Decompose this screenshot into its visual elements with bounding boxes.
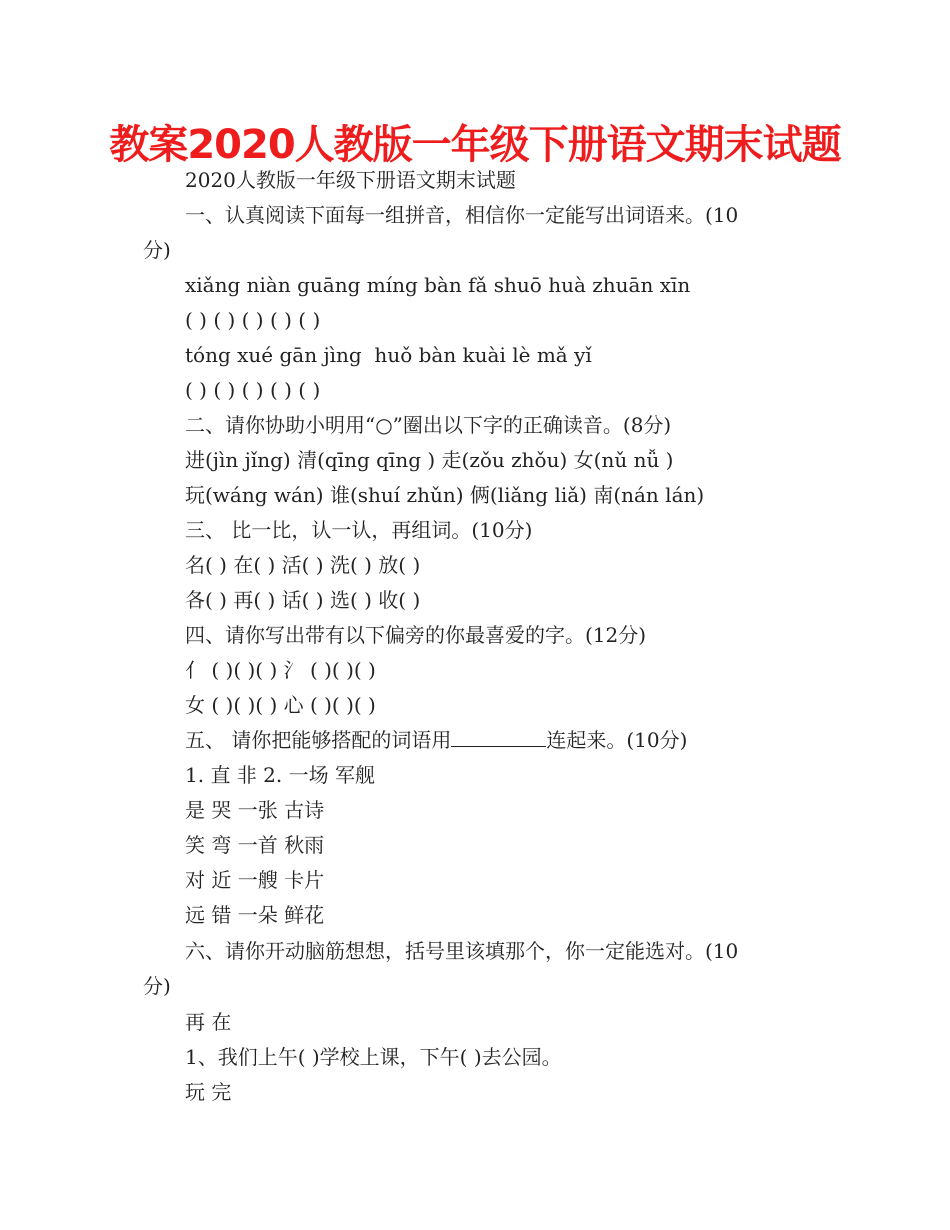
q4-row1: 亻 ( )( )( ) 氵 ( )( )( )	[185, 658, 376, 682]
q4-heading: 四、请你写出带有以下偏旁的你最喜爱的字。(12分)	[185, 623, 647, 647]
q1-blanks-row2: ( ) ( ) ( ) ( ) ( )	[185, 378, 321, 402]
answer-blank-line	[451, 728, 546, 747]
q3-row1: 名( ) 在( ) 活( ) 洗( ) 放( )	[185, 553, 421, 577]
q5-row1: 1. 直 非 2. 一场 军舰	[185, 763, 375, 787]
q5-heading-part1: 五、 请你把能够搭配的词语用	[185, 728, 452, 752]
q5-heading	[185, 726, 687, 754]
q1-pinyin-row1: xiǎng niàn guāng míng bàn fǎ shuō huà zhuān xīn	[185, 273, 691, 297]
q5-row4: 对 近 一艘 卡片	[185, 868, 325, 892]
q1-pinyin-row2: tóng xué gān jìng huǒ bàn kuài lè mǎ yǐ	[185, 343, 592, 367]
q5-row3: 笑 弯 一首 秋雨	[185, 833, 325, 857]
q6-row3: 玩 完	[185, 1080, 232, 1104]
q6-heading: 六、请你开动脑筋想想，括号里该填那个，你一定能选对。(10	[185, 939, 739, 963]
q5-row5: 远 错 一朵 鲜花	[185, 903, 325, 927]
q1-blanks-row1: ( ) ( ) ( ) ( ) ( )	[185, 308, 321, 332]
q2-heading: 二、请你协助小明用“○”圈出以下字的正确读音。(8分)	[185, 413, 672, 437]
q3-heading: 三、 比一比，认一认，再组词。(10分)	[185, 518, 533, 542]
q3-row2: 各( ) 再( ) 话( ) 选( ) 收( )	[185, 588, 421, 612]
page-title: 教案2020人教版一年级下册语文期末试题	[109, 122, 841, 168]
q5-row2: 是 哭 一张 古诗	[185, 798, 325, 822]
exam-subtitle: 2020人教版一年级下册语文期末试题	[185, 168, 516, 192]
q6-row2: 1、我们上午( )学校上课，下午( )去公园。	[185, 1045, 562, 1069]
q6-row1: 再 在	[185, 1010, 232, 1034]
q1-heading-cont: 分)	[143, 238, 171, 262]
q6-heading-cont: 分)	[143, 974, 171, 998]
q2-row2: 玩(wáng wán) 谁(shuí zhǔn) 俩(liǎng liǎ) 南(nán lán)	[185, 483, 705, 507]
q4-row2: 女 ( )( )( ) 心 ( )( )( )	[185, 693, 376, 717]
q2-row1: 进(jìn jǐng) 清(qīng qīng ) 走(zǒu zhǒu) 女(nǔ nǚ )	[185, 448, 674, 472]
q5-heading-part2: 连起来。(10分)	[546, 728, 688, 752]
q1-heading: 一、认真阅读下面每一组拼音，相信你一定能写出词语来。(10	[185, 203, 739, 227]
